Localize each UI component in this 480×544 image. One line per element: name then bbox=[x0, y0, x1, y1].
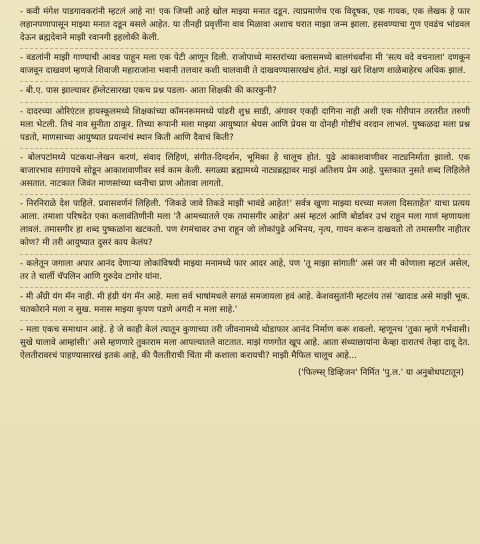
divider bbox=[20, 194, 470, 195]
paragraph-6: - निरनिराळे देश पाहिले. प्रवासवर्णनं लिहिली. 'जिकडे जावे तिकडे माझी भावंडे आहेत!' सर्वत्र खुणा माझ्या घरच्या मजला दिसताहेत' याचा प्रत्यय आला. तमाशा परिषदेत एका कलावंतिणीनी मला 'तै आमच्यातले एक तमासगीर आहेत' असं म्हटलं आणि बोर्डावर उभं राहून मला गाणं म्हणायला लावलं. तमासगीर हा शब्द पुष्कळांना खटकतो. पण रंगमंचावर उभा राहून जो लोकांपुढे अभिनय, नृत्य, गायन करून दाखवतो तो तमासगीर नाहीतर कोण? मी तरी आयुष्यात दुसरं काय केलंय? bbox=[20, 199, 470, 249]
paragraph-5: - बोलपटांमध्ये पटकथा-लेखन करणं, संवाद लिहिणं, संगीत-दिग्दर्शन, भूमिका हे चालूच होतं. पुढे आकाशवाणीवर नाट्यनिर्माता झालो. एक बाजारभाव सांगायचे सोडून आकाशवाणीवर सर्व काम केली. सगळ्या ब्रह्मामध्ये नाट्यब्रह्मावर माझं अतिशय प्रेम आहे. पुस्तकात नुसते शब्द लिहिलेले असतात. नाटकात जिवंत माणसांच्या ध्वनीचा प्राण ओतावा लागतो. bbox=[20, 152, 470, 190]
divider bbox=[20, 48, 470, 49]
divider bbox=[20, 320, 470, 321]
divider bbox=[20, 81, 470, 82]
paragraph-7: - कलेतून जगाला अपार आनंद देणाऱ्या लोकांविषयी माझ्या मनामध्ये फार आदर आहे, पण 'तू माझा सांगाती' असं जर मी कोणाला म्हटलं असेल, तर ते चार्ली चॅपलिन आणि गुरुदेव टागोर यांना. bbox=[20, 258, 470, 282]
paragraph-4: - दादरच्या ओरिएंटल हायस्कूलमध्ये शिक्षकांच्या कॉमनरूममध्ये पांढरी शुभ्र साडी, अंगावर एकही दागिना नाही अशी एक गोरीपान तरतरीत तरुणी मला भेटली. तिचं नाव सुनीता ठाकूर. तिच्या रूपानी मला माझ्या आयुष्यात श्रेयस आणि प्रेयस या दोनही गोष्टींचं वरदान लाभलं. पुष्कळदा मला प्रश्न पडतो, माणसाच्या आयुष्यात प्रयत्नांचं स्थान किती आणि दैवाचं किती? bbox=[20, 106, 470, 143]
paragraph-3: - बी.ए. पास झाल्यावर हॅम्लेटसारखा एकच प्रश्न पडला- आता शिक्षकी की कारकुनी? bbox=[20, 86, 277, 97]
divider bbox=[20, 148, 470, 149]
paragraph-9: - मला एकच समाधान आहे. हे जे काही केलं त्यातून कुणाच्या तरी जीवनामध्ये थोडाफार आनंद निर्माण करू शकलो. म्हणूनच 'तुका म्हणे गर्भवासी। सुखे घालावे आम्हांसी।' असे म्हणणारे तुकाराम मला आपल्यातले वाटतात. माझं गणगोत खूप आहे. आता संध्याछायांना केव्हा दारातचं तेव्हा दादू देत. ऐलतीरावरचं पाहण्यासारखं इतकं आहे, की पैलतीराची चिंता मी कशाला करायची? माझी मैफिल चालूच आहे... bbox=[20, 324, 470, 362]
divider bbox=[20, 254, 470, 255]
divider bbox=[20, 102, 470, 103]
paragraph-8: - मी अँग्री यंग मॅन नाही. मी हंग्री यंग मॅन आहे. मला सर्व भाषांमधले सगळं समजायला हवं आहे. केशवसुतांनी म्हटलंय तसं 'खादाड असे माझी भूक. चतकोराने मला न सुख. मनास माझ्या कृपण पडणे अगदी न मला साहे.' bbox=[20, 291, 470, 315]
source-credit: ('फिल्म्स् डिव्हिजन' निर्मित 'पु.ल.' या अनुबोधपटातून) bbox=[297, 368, 464, 379]
paragraph-1: - कवी मंगेश पाडगावकरांनी म्हटलं आहे ना! एक जिप्सी आहे खोल माझ्या मनात दडून. त्याप्रमाणेच एक विदूषक, एक गायक, एक लेखक हे फार लहानपणापासून माझ्या मनात दडून बसले आहेत. या तीनही प्रवृत्तींना वाव मिळावा अशाच घरात माझा जन्म झाला. हसवण्याचा गुण एवढंच भांडवल देऊन ब्रह्मदेवाने माझी रवानगी इहलोकी केली. bbox=[20, 7, 470, 44]
paragraph-2: - वडलांनी माझी गाण्याची आवड पाहून मला एक पेटी आणून दिली. राजोपाध्ये मास्तरांच्या क्लासमध्ये बालगंधर्वांना मी 'सत्य वदे वचनाला' दणकून वाजवून दाखवणं म्हणजे शिवाजी महाराजांना भवानी तलवार कशी चालवावी ते दाखवण्यासारखंच होतं. माझं खरं शिक्षण शाळेबाहेरच अधिक झालं. bbox=[20, 53, 470, 77]
divider bbox=[20, 287, 470, 288]
